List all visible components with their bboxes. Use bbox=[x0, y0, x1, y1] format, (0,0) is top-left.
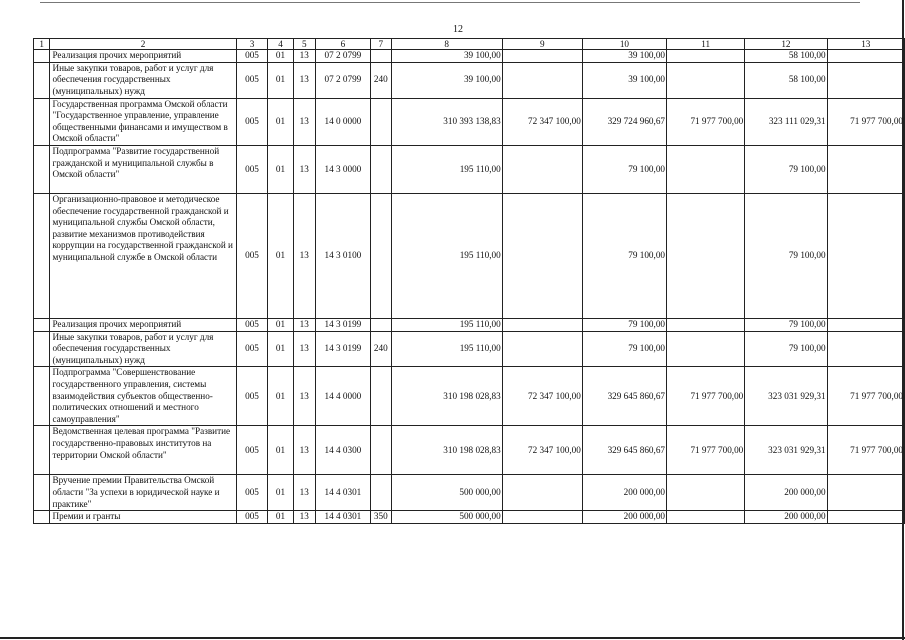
target-item-code-cell: 14 0 0000 bbox=[315, 98, 370, 145]
amount-2016-subventions-cell: 71 977 700,00 bbox=[827, 98, 904, 145]
target-item-code-cell: 14 4 0000 bbox=[315, 367, 370, 426]
row-index-cell bbox=[34, 145, 50, 193]
amount-2014-total-cell: 195 110,00 bbox=[391, 318, 502, 331]
name-cell: Подпрограмма "Развитие государственной гражданской и муниципальной службы в Омской области" bbox=[50, 145, 236, 193]
amount-2014-subventions-cell bbox=[502, 318, 582, 331]
amount-2015-total-cell: 79 100,00 bbox=[582, 193, 666, 318]
amount-2016-total-cell: 79 100,00 bbox=[745, 145, 827, 193]
table-row bbox=[34, 475, 905, 511]
subsection-code-cell: 13 bbox=[293, 318, 315, 331]
amount-2015-total-cell: 39 100,00 bbox=[582, 62, 666, 98]
amount-2015-subventions-cell: 71 977 700,00 bbox=[667, 426, 745, 475]
name-cell: Реализация прочих мероприятий bbox=[50, 50, 236, 63]
amount-2015-total-cell: 200 000,00 bbox=[582, 475, 666, 511]
header-cell: 7 bbox=[370, 39, 391, 50]
name-cell: Иные закупки товаров, работ и услуг для обеспечения государственных (муниципальных) нужд bbox=[50, 62, 236, 98]
ministry-code-cell: 005 bbox=[236, 367, 268, 426]
amount-2014-total-cell: 39 100,00 bbox=[391, 62, 502, 98]
amount-2015-subventions-cell bbox=[667, 331, 745, 367]
table-row bbox=[34, 145, 905, 193]
header-cell: 8 bbox=[391, 39, 502, 50]
page-number: 12 bbox=[453, 24, 463, 35]
row-index-cell bbox=[34, 367, 50, 426]
amount-2015-subventions-cell: 71 977 700,00 bbox=[667, 98, 745, 145]
amount-2014-subventions-cell bbox=[502, 50, 582, 63]
name-cell: Иные закупки товаров, работ и услуг для обеспечения государственных (муниципальных) нужд bbox=[50, 331, 236, 367]
table-row bbox=[34, 511, 905, 524]
header-cell: 4 bbox=[268, 39, 293, 50]
subsection-code-cell: 13 bbox=[293, 145, 315, 193]
section-code-cell: 01 bbox=[268, 426, 293, 475]
amount-2014-subventions-cell: 72 347 100,00 bbox=[502, 367, 582, 426]
amount-2016-total-cell: 323 031 929,31 bbox=[745, 367, 827, 426]
section-code-cell: 01 bbox=[268, 193, 293, 318]
amount-2014-total-cell: 195 110,00 bbox=[391, 145, 502, 193]
section-code-cell: 01 bbox=[268, 98, 293, 145]
expense-type-code-cell bbox=[370, 145, 391, 193]
row-index-cell bbox=[34, 50, 50, 63]
ministry-code-cell: 005 bbox=[236, 50, 268, 63]
header-cell: 13 bbox=[827, 39, 904, 50]
table-row bbox=[34, 98, 905, 145]
target-item-code-cell: 07 2 0799 bbox=[315, 62, 370, 98]
expense-type-code-cell: 350 bbox=[370, 511, 391, 524]
expense-type-code-cell bbox=[370, 318, 391, 331]
table-row bbox=[34, 50, 905, 63]
amount-2016-subventions-cell bbox=[827, 145, 904, 193]
header-cell: 1 bbox=[34, 39, 50, 50]
amount-2015-subventions-cell bbox=[667, 62, 745, 98]
subsection-code-cell: 13 bbox=[293, 331, 315, 367]
section-code-cell: 01 bbox=[268, 62, 293, 98]
table-row bbox=[34, 426, 905, 475]
target-item-code-cell: 14 4 0301 bbox=[315, 475, 370, 511]
ministry-code-cell: 005 bbox=[236, 62, 268, 98]
header-cell: 2 bbox=[50, 39, 236, 50]
amount-2016-subventions-cell bbox=[827, 331, 904, 367]
amount-2014-subventions-cell: 72 347 100,00 bbox=[502, 426, 582, 475]
name-cell: Организационно-правовое и методическое обеспечение государственной гражданской и муниципальной службы Омской области, развитие механизмов противодействия коррупции на государственной гражданской и муниципальной службе в Омской области bbox=[50, 193, 236, 318]
amount-2014-subventions-cell bbox=[502, 62, 582, 98]
name-cell: Государственная программа Омской области "Государственное управление, управление общественными финансами и имуществом в Омской области" bbox=[50, 98, 236, 145]
section-code-cell: 01 bbox=[268, 50, 293, 63]
ministry-code-cell: 005 bbox=[236, 318, 268, 331]
header-cell: 6 bbox=[315, 39, 370, 50]
amount-2014-total-cell: 500 000,00 bbox=[391, 511, 502, 524]
table-row bbox=[34, 62, 905, 98]
name-cell: Премии и гранты bbox=[50, 511, 236, 524]
row-index-cell bbox=[34, 193, 50, 318]
amount-2016-total-cell: 79 100,00 bbox=[745, 331, 827, 367]
amount-2015-total-cell: 200 000,00 bbox=[582, 511, 666, 524]
scan-bottom-edge bbox=[0, 637, 905, 639]
amount-2016-subventions-cell bbox=[827, 511, 904, 524]
amount-2014-total-cell: 500 000,00 bbox=[391, 475, 502, 511]
expense-type-code-cell bbox=[370, 98, 391, 145]
header-cell: 9 bbox=[502, 39, 582, 50]
section-code-cell: 01 bbox=[268, 331, 293, 367]
row-index-cell bbox=[34, 62, 50, 98]
amount-2016-subventions-cell bbox=[827, 50, 904, 63]
section-code-cell: 01 bbox=[268, 145, 293, 193]
amount-2014-subventions-cell bbox=[502, 511, 582, 524]
name-cell: Подпрограмма "Совершенствование государственного управления, системы взаимодействия субъектов общественно-политических отношений и местного самоуправления" bbox=[50, 367, 236, 426]
expense-type-code-cell bbox=[370, 367, 391, 426]
amount-2016-subventions-cell bbox=[827, 475, 904, 511]
header-cell: 12 bbox=[745, 39, 827, 50]
subsection-code-cell: 13 bbox=[293, 367, 315, 426]
amount-2016-subventions-cell bbox=[827, 318, 904, 331]
header-cell: 11 bbox=[667, 39, 745, 50]
amount-2014-subventions-cell bbox=[502, 145, 582, 193]
expense-type-code-cell bbox=[370, 426, 391, 475]
ministry-code-cell: 005 bbox=[236, 193, 268, 318]
amount-2014-total-cell: 195 110,00 bbox=[391, 331, 502, 367]
amount-2014-subventions-cell bbox=[502, 331, 582, 367]
target-item-code-cell: 14 4 0301 bbox=[315, 511, 370, 524]
subsection-code-cell: 13 bbox=[293, 475, 315, 511]
header-cell: 3 bbox=[236, 39, 268, 50]
amount-2016-total-cell: 58 100,00 bbox=[745, 50, 827, 63]
amount-2015-subventions-cell bbox=[667, 193, 745, 318]
header-cell: 5 bbox=[293, 39, 315, 50]
expense-type-code-cell bbox=[370, 193, 391, 318]
name-cell: Ведомственная целевая программа "Развитие государственно-правовых институтов на территории Омской области" bbox=[50, 426, 236, 475]
ministry-code-cell: 005 bbox=[236, 145, 268, 193]
table-row bbox=[34, 193, 905, 318]
row-index-cell bbox=[34, 331, 50, 367]
amount-2015-total-cell: 79 100,00 bbox=[582, 145, 666, 193]
scan-top-edge bbox=[40, 2, 860, 3]
expense-type-code-cell: 240 bbox=[370, 331, 391, 367]
amount-2014-total-cell: 310 393 138,83 bbox=[391, 98, 502, 145]
ministry-code-cell: 005 bbox=[236, 475, 268, 511]
amount-2016-total-cell: 79 100,00 bbox=[745, 193, 827, 318]
header-cell: 10 bbox=[582, 39, 666, 50]
name-cell: Реализация прочих мероприятий bbox=[50, 318, 236, 331]
amount-2016-total-cell: 58 100,00 bbox=[745, 62, 827, 98]
amount-2015-subventions-cell bbox=[667, 475, 745, 511]
amount-2016-subventions-cell bbox=[827, 62, 904, 98]
amount-2014-total-cell: 39 100,00 bbox=[391, 50, 502, 63]
amount-2016-total-cell: 323 031 929,31 bbox=[745, 426, 827, 475]
section-code-cell: 01 bbox=[268, 367, 293, 426]
expense-type-code-cell: 240 bbox=[370, 62, 391, 98]
amount-2015-total-cell: 79 100,00 bbox=[582, 318, 666, 331]
subsection-code-cell: 13 bbox=[293, 98, 315, 145]
amount-2015-total-cell: 329 645 860,67 bbox=[582, 426, 666, 475]
amount-2015-total-cell: 39 100,00 bbox=[582, 50, 666, 63]
ministry-code-cell: 005 bbox=[236, 98, 268, 145]
amount-2015-subventions-cell bbox=[667, 145, 745, 193]
amount-2015-subventions-cell bbox=[667, 50, 745, 63]
table-row bbox=[34, 367, 905, 426]
amount-2015-total-cell: 79 100,00 bbox=[582, 331, 666, 367]
target-item-code-cell: 07 2 0799 bbox=[315, 50, 370, 63]
amount-2014-subventions-cell bbox=[502, 193, 582, 318]
target-item-code-cell: 14 3 0000 bbox=[315, 145, 370, 193]
amount-2016-total-cell: 200 000,00 bbox=[745, 511, 827, 524]
target-item-code-cell: 14 4 0300 bbox=[315, 426, 370, 475]
amount-2016-total-cell: 323 111 029,31 bbox=[745, 98, 827, 145]
table-row bbox=[34, 318, 905, 331]
row-index-cell bbox=[34, 426, 50, 475]
section-code-cell: 01 bbox=[268, 318, 293, 331]
ministry-code-cell: 005 bbox=[236, 331, 268, 367]
amount-2014-subventions-cell bbox=[502, 475, 582, 511]
amount-2014-subventions-cell: 72 347 100,00 bbox=[502, 98, 582, 145]
budget-table bbox=[33, 38, 905, 524]
expense-type-code-cell bbox=[370, 475, 391, 511]
section-code-cell: 01 bbox=[268, 511, 293, 524]
row-index-cell bbox=[34, 318, 50, 331]
amount-2014-total-cell: 310 198 028,83 bbox=[391, 367, 502, 426]
subsection-code-cell: 13 bbox=[293, 193, 315, 318]
name-cell: Вручение премии Правительства Омской области "За успехи в юридической науке и практике" bbox=[50, 475, 236, 511]
amount-2015-subventions-cell: 71 977 700,00 bbox=[667, 367, 745, 426]
row-index-cell bbox=[34, 475, 50, 511]
amount-2016-total-cell: 200 000,00 bbox=[745, 475, 827, 511]
row-index-cell bbox=[34, 98, 50, 145]
header-row bbox=[34, 39, 905, 50]
section-code-cell: 01 bbox=[268, 475, 293, 511]
ministry-code-cell: 005 bbox=[236, 511, 268, 524]
amount-2015-total-cell: 329 724 960,67 bbox=[582, 98, 666, 145]
amount-2015-total-cell: 329 645 860,67 bbox=[582, 367, 666, 426]
subsection-code-cell: 13 bbox=[293, 511, 315, 524]
target-item-code-cell: 14 3 0199 bbox=[315, 331, 370, 367]
amount-2015-subventions-cell bbox=[667, 511, 745, 524]
amount-2016-subventions-cell bbox=[827, 193, 904, 318]
amount-2016-subventions-cell: 71 977 700,00 bbox=[827, 426, 904, 475]
ministry-code-cell: 005 bbox=[236, 426, 268, 475]
amount-2014-total-cell: 310 198 028,83 bbox=[391, 426, 502, 475]
row-index-cell bbox=[34, 511, 50, 524]
target-item-code-cell: 14 3 0100 bbox=[315, 193, 370, 318]
amount-2015-subventions-cell bbox=[667, 318, 745, 331]
subsection-code-cell: 13 bbox=[293, 50, 315, 63]
subsection-code-cell: 13 bbox=[293, 62, 315, 98]
amount-2016-subventions-cell: 71 977 700,00 bbox=[827, 367, 904, 426]
target-item-code-cell: 14 3 0199 bbox=[315, 318, 370, 331]
subsection-code-cell: 13 bbox=[293, 426, 315, 475]
amount-2016-total-cell: 79 100,00 bbox=[745, 318, 827, 331]
expense-type-code-cell bbox=[370, 50, 391, 63]
amount-2014-total-cell: 195 110,00 bbox=[391, 193, 502, 318]
table-row bbox=[34, 331, 905, 367]
